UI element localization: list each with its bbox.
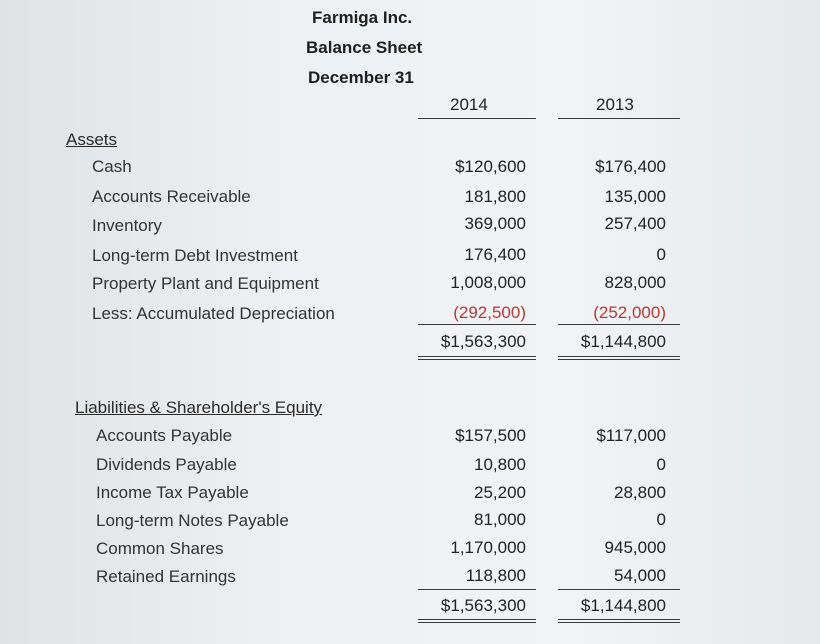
row-label: Retained Earnings: [96, 567, 236, 586]
liabilities-heading: Liabilities & Shareholder's Equity: [75, 398, 323, 417]
statement-title: Balance Sheet: [306, 38, 423, 57]
value-2013: 828,000: [604, 273, 666, 292]
value-2014: 25,200: [474, 483, 526, 502]
value-2013: 0: [656, 455, 666, 474]
value-2014: $157,500: [455, 426, 526, 445]
row-label: Long-term Debt Investment: [92, 246, 298, 265]
total-double-line-2013b: [558, 359, 680, 360]
total-double-line-2014: [418, 356, 536, 357]
value-2013: 0: [656, 245, 666, 264]
year-underline-2014: [418, 118, 536, 119]
row-label: Long-term Notes Payable: [96, 511, 289, 530]
row-label: Income Tax Payable: [96, 483, 249, 502]
row-label: Accounts Payable: [96, 426, 233, 445]
value-2013: 0: [656, 510, 666, 529]
year-header-2014: 2014: [450, 95, 488, 114]
total-double-line-2014: [418, 619, 536, 620]
subtotal-line-2013: [558, 589, 680, 590]
statement-date: December 31: [308, 68, 414, 87]
value-2014: (292,500): [453, 303, 526, 322]
row-label: Property Plant and Equipment: [92, 274, 319, 293]
assets-heading: Assets: [66, 130, 118, 149]
value-2014: 1,008,000: [450, 273, 526, 292]
subtotal-line-2014: [418, 589, 536, 590]
row-label: Inventory: [92, 216, 162, 235]
value-2013: 257,400: [604, 214, 666, 233]
subtotal-line-2014: [418, 324, 536, 325]
value-2014: 118,800: [465, 566, 526, 585]
assets-total-2014: $1,563,300: [440, 332, 526, 351]
value-2013: (252,000): [593, 303, 666, 322]
total-double-line-2014b: [418, 359, 536, 360]
subtotal-line-2013: [558, 324, 680, 325]
year-underline-2013: [558, 118, 680, 119]
row-label: Accounts Receivable: [92, 187, 251, 206]
value-2014: 10,800: [474, 455, 526, 474]
value-2014: $120,600: [455, 157, 526, 176]
company-name: Farmiga Inc.: [312, 8, 413, 27]
value-2014: 1,170,000: [450, 538, 526, 557]
liabilities-total-2014: $1,563,300: [440, 596, 526, 615]
assets-total-2013: $1,144,800: [580, 332, 666, 351]
year-header-2013: 2013: [596, 95, 634, 114]
total-double-line-2013: [558, 356, 680, 357]
value-2013: 28,800: [614, 483, 666, 502]
total-double-line-2013b: [558, 622, 680, 623]
liabilities-total-2013: $1,144,800: [580, 596, 666, 615]
row-label: Dividends Payable: [96, 455, 237, 474]
value-2014: 176,400: [464, 245, 526, 264]
value-2013: 945,000: [604, 538, 666, 557]
value-2013: $176,400: [595, 157, 666, 176]
value-2013: 54,000: [614, 566, 666, 585]
total-double-line-2013: [558, 619, 680, 620]
total-double-line-2014b: [418, 622, 536, 623]
row-label: Cash: [92, 157, 132, 176]
value-2014: 181,800: [464, 187, 526, 206]
value-2014: 81,000: [474, 510, 526, 529]
value-2014: 369,000: [464, 214, 526, 233]
row-label: Less: Accumulated Depreciation: [92, 304, 335, 323]
row-label: Common Shares: [96, 539, 224, 558]
value-2013: 135,000: [604, 187, 666, 206]
value-2013: $117,000: [596, 426, 666, 445]
